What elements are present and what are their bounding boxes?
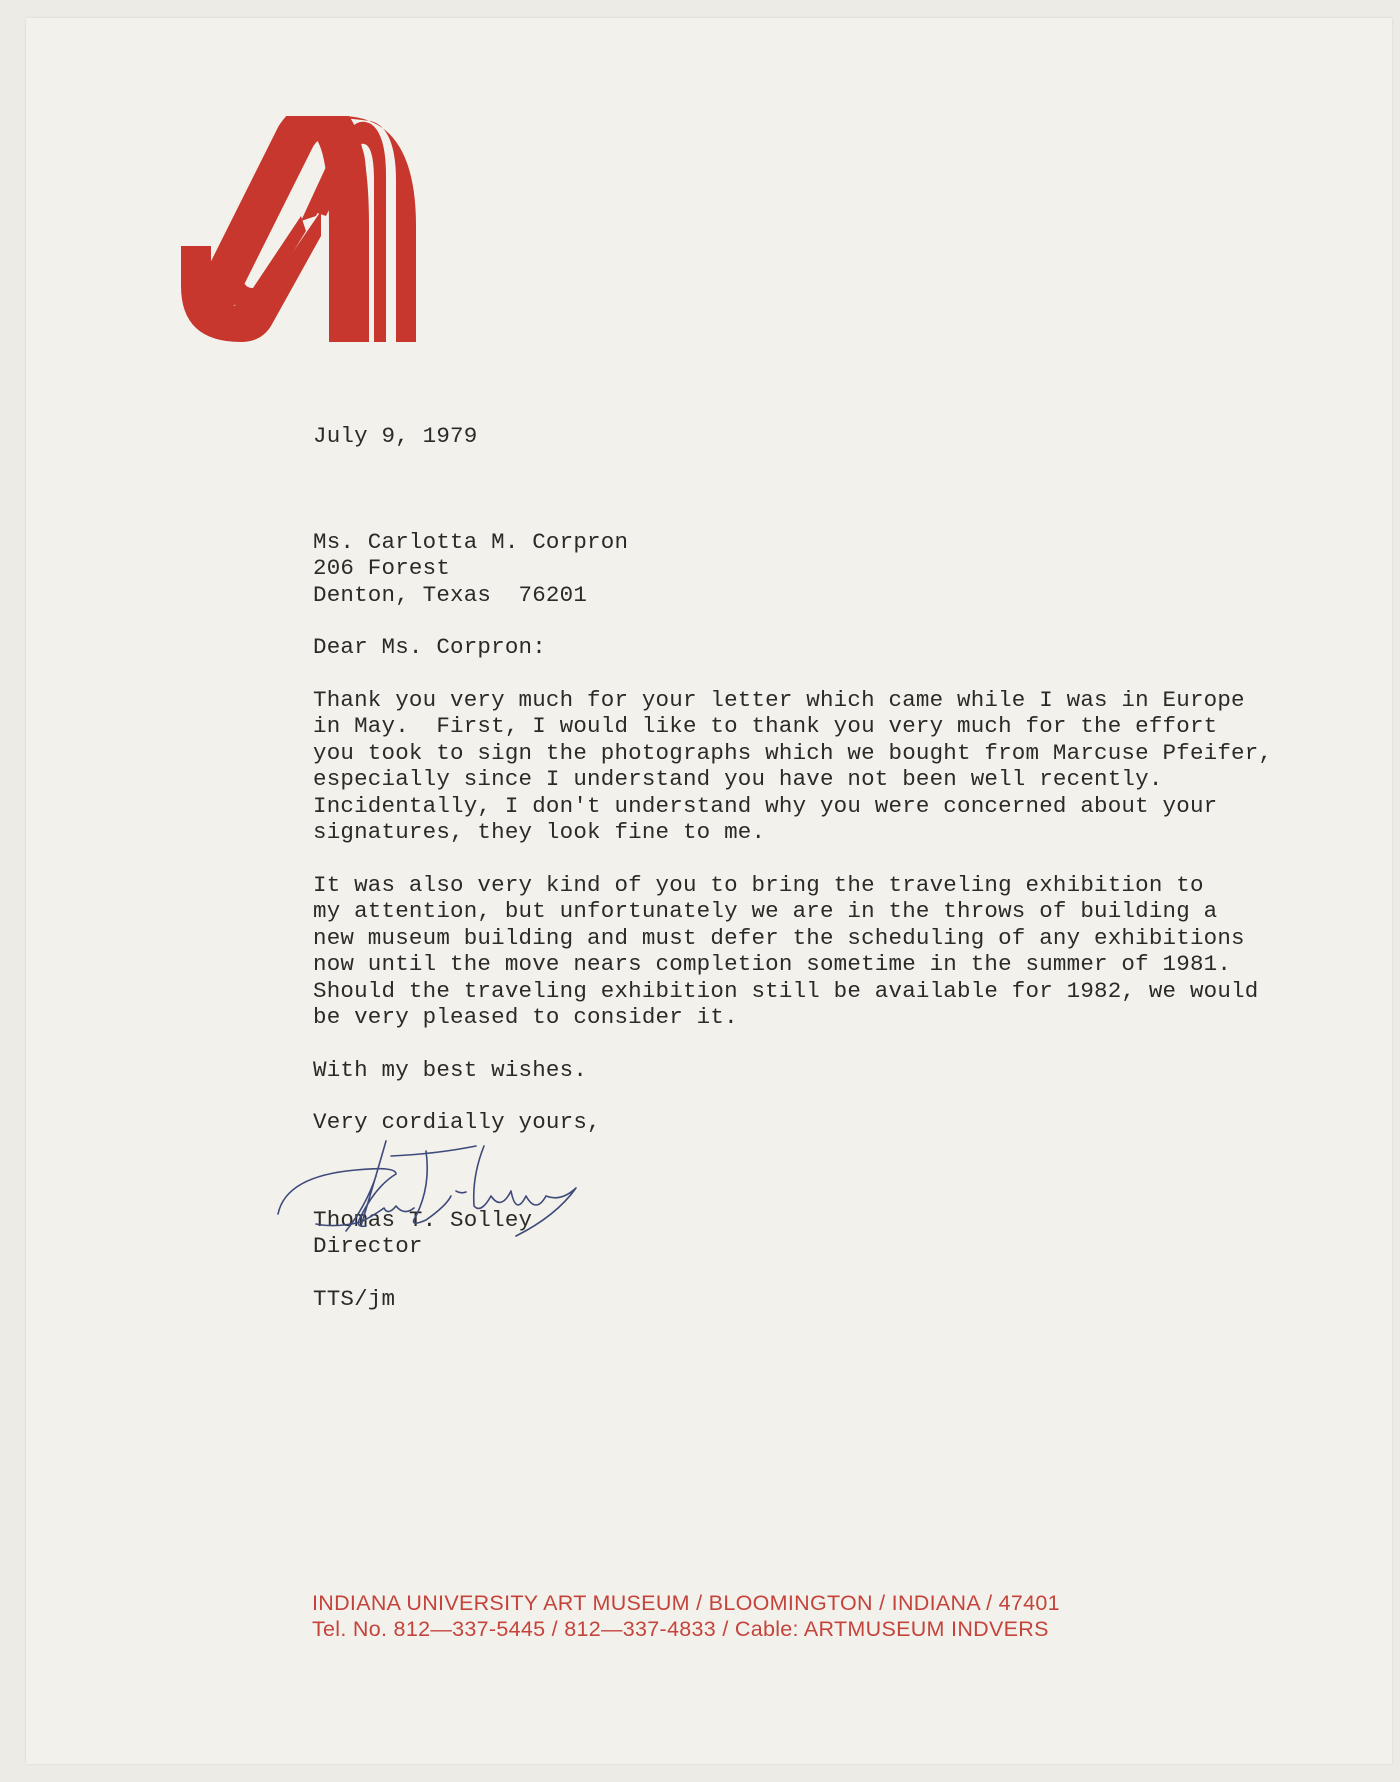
text-line: Incidentally, I don't understand why you were concerned about your bbox=[313, 792, 1218, 819]
text-line: in May. First, I would like to thank you very much for the effort bbox=[313, 713, 1218, 739]
text-line: Thank you very much for your letter which came while I was in Europe bbox=[313, 686, 1245, 713]
letterhead-footer bbox=[312, 1590, 1060, 1642]
address-line: Denton, Texas 76201 bbox=[313, 581, 588, 608]
letter-page bbox=[26, 18, 1392, 1764]
typist-initials: TTS/jm bbox=[313, 1285, 396, 1312]
handwritten-signature bbox=[276, 1136, 626, 1251]
text-line: you took to sign the photographs which we bought from Marcuse Pfeifer, bbox=[313, 739, 1273, 766]
paragraph-1 bbox=[313, 687, 1313, 846]
best-wishes: With my best wishes. bbox=[313, 1056, 588, 1083]
text-line: signatures, they look fine to me. bbox=[313, 819, 766, 845]
footer-contact: Tel. No. 812—337-5445 / 812—337-4833 / Cable: ARTMUSEUM INDVERS bbox=[312, 1617, 1049, 1641]
text-line: be very pleased to consider it. bbox=[313, 1004, 738, 1030]
text-line: especially since I understand you have not been well recently. bbox=[313, 766, 1163, 792]
text-line: now until the move nears completion sometime in the summer of 1981. bbox=[313, 951, 1232, 977]
text-line: Should the traveling exhibition still be available for 1982, we would bbox=[313, 977, 1259, 1004]
signer-title: Director bbox=[313, 1233, 423, 1259]
museum-logo bbox=[181, 116, 416, 342]
footer-address: INDIANA UNIVERSITY ART MUSEUM / BLOOMINGTON / INDIANA / 47401 bbox=[312, 1591, 1060, 1615]
closing: Very cordially yours, bbox=[313, 1109, 601, 1135]
text-line: my attention, but unfortunately we are in the throws of building a bbox=[313, 898, 1218, 924]
letter-date: July 9, 1979 bbox=[313, 423, 478, 449]
text-line: It was also very kind of you to bring the traveling exhibition to bbox=[313, 871, 1204, 898]
recipient-address bbox=[313, 529, 1313, 609]
signer-name: Thomas T. Solley bbox=[313, 1206, 533, 1233]
text-line: new museum building and must defer the scheduling of any exhibitions bbox=[313, 924, 1245, 951]
address-line: 206 Forest bbox=[313, 555, 451, 581]
salutation: Dear Ms. Corpron: bbox=[313, 634, 546, 660]
paragraph-2 bbox=[313, 872, 1313, 1031]
address-line: Ms. Carlotta M. Corpron bbox=[313, 528, 629, 555]
